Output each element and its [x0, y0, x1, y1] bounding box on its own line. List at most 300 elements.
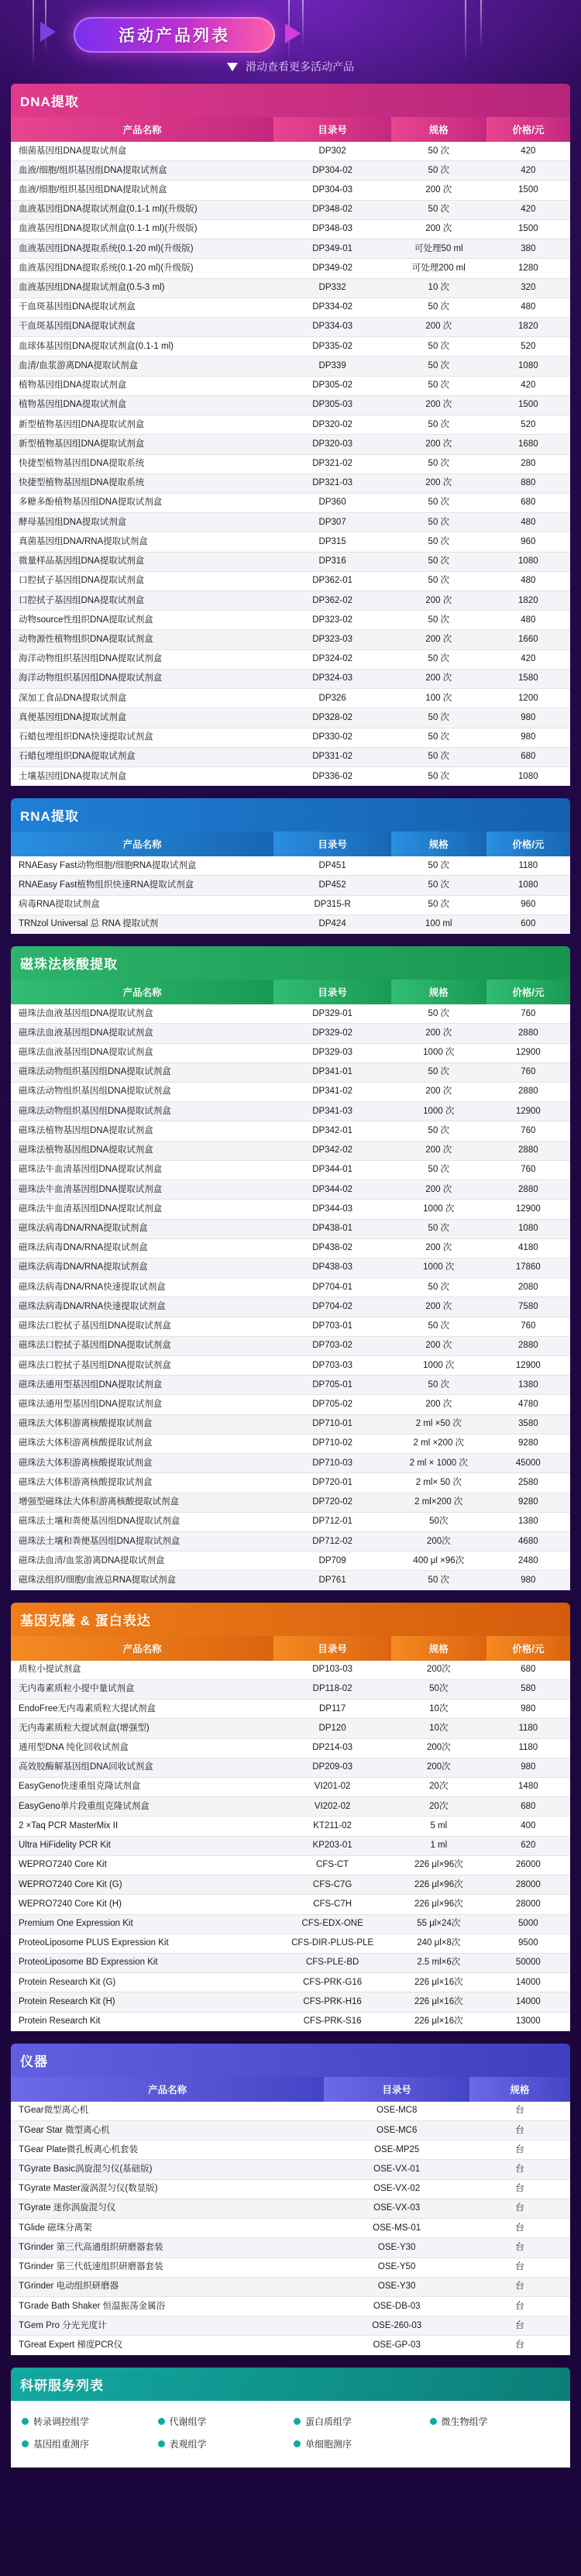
price-cell: 1200: [486, 689, 570, 708]
product-name-cell: 干血斑基因组DNA提取试剂盒: [11, 317, 273, 336]
product-name-cell: 血清/血浆游离DNA提取试剂盒: [11, 356, 273, 376]
spec-cell: 50 次: [391, 454, 486, 474]
product-name-cell: TGear微型离心机: [11, 2102, 324, 2121]
price-cell: 680: [486, 1797, 570, 1817]
table-row: [11, 142, 570, 161]
table-row: [11, 1317, 570, 1336]
spec-cell: 226 μl×96次: [391, 1895, 486, 1914]
spec-cell: 50 次: [391, 552, 486, 571]
catalog-cell: DP712-02: [273, 1532, 391, 1551]
price-cell: 9280: [486, 1434, 570, 1453]
price-cell: 1500: [486, 395, 570, 415]
spec-cell: 2 ml ×50 次: [391, 1414, 486, 1434]
price-cell: 480: [486, 298, 570, 317]
price-cell: 420: [486, 200, 570, 219]
table-row: [11, 2140, 570, 2160]
col-header-catalog: 目录号: [324, 2077, 469, 2102]
table-row: [11, 2012, 570, 2031]
product-name-cell: EasyGeno快速重组克隆试剂盒: [11, 1777, 273, 1796]
table-row: [11, 278, 570, 298]
list-item: [19, 2433, 155, 2455]
spec-cell: 10 次: [391, 278, 486, 298]
price-cell: 1180: [486, 1738, 570, 1758]
price-cell: 12900: [486, 1102, 570, 1121]
catalog-cell: DP336-02: [312, 771, 353, 781]
catalog-cell: DP710-02: [273, 1434, 391, 1453]
product-name-cell: Protein Research Kit: [19, 2016, 101, 2027]
catalog-cell: KP203-01: [273, 1836, 391, 1855]
price-cell: 12900: [486, 1200, 570, 1219]
col-header-name: 产品名称: [11, 832, 273, 856]
spec-cell: 50次: [391, 1512, 486, 1531]
catalog-cell: DP320-03: [273, 435, 391, 454]
product-name-cell: 血液/细胞/组织基因组DNA提取试剂盒: [11, 181, 273, 200]
price-cell: 13000: [515, 2016, 541, 2027]
catalog-cell: CFS-C7H: [273, 1895, 391, 1914]
price-cell: 600: [486, 914, 570, 934]
price-cell: 960: [486, 895, 570, 914]
list-item-label: 蛋白质组学: [305, 2416, 352, 2427]
price-cell: 480: [486, 513, 570, 532]
catalog-cell: DP118-02: [273, 1679, 391, 1699]
spec-cell: 台: [469, 2238, 570, 2257]
col-header-spec: 规格: [391, 832, 486, 856]
catalog-cell: DP328-02: [273, 708, 391, 728]
table-row: [11, 2316, 570, 2336]
table-row: [11, 1817, 570, 1836]
product-name-cell: 磁珠法大体积游离核酸提取试剂盒: [11, 1454, 273, 1473]
spec-cell: 50 次: [391, 1004, 486, 1024]
table-row: [11, 1914, 570, 1934]
spec-cell: 台: [469, 2199, 570, 2218]
table-row: [11, 611, 570, 630]
product-name-cell: 快捷型植物基因组DNA提取系统: [11, 454, 273, 474]
price-cell: 420: [486, 649, 570, 669]
catalog-cell: DP709: [273, 1551, 391, 1571]
table-row: [11, 259, 570, 278]
table-row: [11, 1512, 570, 1531]
price-cell: 520: [486, 337, 570, 356]
product-name-cell: TGrinder 第三代高通组织研磨器套装: [11, 2238, 324, 2257]
product-name-cell: 血球体基因组DNA提取试剂盒(0.1-1 ml): [11, 337, 273, 356]
table-row: [11, 1082, 570, 1101]
spec-cell: 200 次: [391, 1024, 486, 1043]
product-name-cell: Protein Research Kit (H): [11, 1992, 273, 2012]
spec-cell: 240 μl×8次: [391, 1934, 486, 1953]
spec-cell: 台: [515, 2340, 524, 2350]
product-name-cell: 磁珠法植物基因组DNA提取试剂盒: [11, 1121, 273, 1141]
table-row: [11, 1258, 570, 1277]
catalog-cell: DP307: [273, 513, 391, 532]
table-row: [11, 1719, 570, 1738]
catalog-cell: DP341-01: [273, 1062, 391, 1082]
product-name-cell: 磁珠法组织/细胞/血液总RNA提取试剂盒: [11, 1571, 273, 1590]
table-row: [11, 1679, 570, 1699]
price-cell: 1660: [486, 630, 570, 649]
price-cell: 760: [486, 1160, 570, 1180]
list-item: [155, 2410, 291, 2433]
product-name-cell: 磁珠法牛血清基因组DNA提取试剂盒: [11, 1200, 273, 1219]
catalog-cell: DP342-02: [273, 1141, 391, 1160]
price-cell: 520: [486, 415, 570, 435]
product-table-body: [11, 1004, 570, 1590]
table-row: [11, 298, 570, 317]
spec-cell: 2 ml×200 次: [391, 1493, 486, 1512]
table-row: [11, 689, 570, 708]
price-cell: 1080: [486, 1219, 570, 1238]
product-name-cell: 新型植物基因组DNA提取试剂盒: [11, 435, 273, 454]
spec-cell: 台: [469, 2277, 570, 2296]
price-cell: 400: [486, 1817, 570, 1836]
price-cell: 980: [486, 1571, 570, 1590]
table-row: [11, 1376, 570, 1395]
table-row: [11, 1934, 570, 1953]
catalog-cell: DP334-03: [273, 317, 391, 336]
table-row: [11, 767, 570, 787]
catalog-cell: DP720-01: [273, 1473, 391, 1493]
table-row: [11, 1973, 570, 1992]
product-name-cell: 磁珠法病毒DNA/RNA提取试剂盒: [11, 1258, 273, 1277]
table-row: [11, 1797, 570, 1817]
table-row: [11, 181, 570, 200]
product-name-cell: 土壤基因组DNA提取试剂盒: [19, 771, 127, 781]
table-row: [11, 2297, 570, 2316]
spec-cell: 台: [469, 2297, 570, 2316]
price-cell: 880: [486, 474, 570, 493]
table-row: [11, 161, 570, 181]
table-row: [11, 435, 570, 454]
spec-cell: 55 μl×24次: [391, 1914, 486, 1934]
page-title: 活动产品列表: [119, 27, 230, 45]
table-row: [11, 1875, 570, 1895]
product-name-cell: ProteoLiposome BD Expression Kit: [11, 1953, 273, 1972]
catalog-cell: CFS-C7G: [273, 1875, 391, 1895]
section-instruments: [11, 2044, 570, 2355]
product-name-cell: 海洋动物组织基因组DNA提取试剂盒: [11, 649, 273, 669]
catalog-cell: DP304-02: [273, 161, 391, 181]
catalog-cell: DP761: [273, 1571, 391, 1590]
bullet-icon: [294, 2440, 301, 2447]
product-name-cell: 磁珠法血液基因组DNA提取试剂盒: [11, 1043, 273, 1062]
catalog-cell: DP344-03: [273, 1200, 391, 1219]
table-row: [11, 747, 570, 766]
list-item-label: 微生物组学: [441, 2416, 488, 2427]
catalog-cell: DP341-03: [273, 1102, 391, 1121]
product-name-cell: 植物基因组DNA提取试剂盒: [11, 376, 273, 395]
spec-cell: 200 次: [391, 1180, 486, 1200]
spec-cell: 200 次: [391, 669, 486, 688]
price-cell: 1180: [486, 1719, 570, 1738]
table-row: [11, 1992, 570, 2012]
product-name-cell: 磁珠法病毒DNA/RNA提取试剂盒: [11, 1219, 273, 1238]
table-row: [11, 1532, 570, 1551]
spec-cell: 台: [469, 2160, 570, 2179]
price-cell: 28000: [486, 1875, 570, 1895]
catalog-cell: OSE-VX-02: [324, 2179, 469, 2199]
table-row: [11, 415, 570, 435]
spec-cell: 50 次: [428, 771, 450, 781]
price-cell: 580: [486, 1679, 570, 1699]
spec-cell: 50 次: [391, 708, 486, 728]
price-cell: 3580: [486, 1414, 570, 1434]
col-header-spec: 规格: [391, 980, 486, 1004]
list-item: [155, 2433, 291, 2455]
price-cell: 2480: [486, 1551, 570, 1571]
price-cell: 980: [486, 1758, 570, 1777]
catalog-cell: DP329-03: [273, 1043, 391, 1062]
col-header-price: 价格/元: [486, 832, 570, 856]
price-cell: 1080: [518, 771, 538, 781]
catalog-cell: DP323-02: [273, 611, 391, 630]
catalog-cell: DP362-02: [273, 591, 391, 611]
price-cell: 760: [486, 1004, 570, 1024]
bullet-icon: [294, 2418, 301, 2425]
spec-cell: 50 次: [391, 493, 486, 512]
price-cell: 320: [486, 278, 570, 298]
price-cell: 26000: [486, 1855, 570, 1875]
table-row: [11, 669, 570, 688]
product-name-cell: TGyrate Master漩涡混匀仪(数显版): [11, 2179, 324, 2199]
col-header-price: 价格/元: [486, 117, 570, 142]
price-cell: 1680: [486, 435, 570, 454]
product-name-cell: RNAEasy Fast动物细胞/细胞RNA提取试剂盒: [11, 856, 273, 876]
price-cell: 980: [486, 728, 570, 747]
catalog-cell: DP330-02: [273, 728, 391, 747]
catalog-cell: DP321-03: [273, 474, 391, 493]
table-row: [11, 1278, 570, 1297]
spec-cell: 50 次: [391, 649, 486, 669]
spec-cell: 226 μl×16次: [391, 1973, 486, 1992]
table-row: [11, 200, 570, 219]
spec-cell: 台: [469, 2257, 570, 2277]
price-cell: 1080: [486, 552, 570, 571]
catalog-cell: OSE-260-03: [324, 2316, 469, 2336]
list-item-label: 基因组重测序: [33, 2438, 90, 2450]
table-row: [11, 2199, 570, 2218]
product-name-cell: 新型植物基因组DNA提取试剂盒: [11, 415, 273, 435]
catalog-cell: DP117: [273, 1700, 391, 1719]
section-title: DNA提取: [11, 84, 570, 117]
catalog-cell: OSE-Y30: [324, 2238, 469, 2257]
section-title: RNA提取: [11, 798, 570, 832]
section-title: 科研服务列表: [11, 2368, 570, 2401]
product-table-body: [11, 1661, 570, 2031]
price-cell: 14000: [486, 1973, 570, 1992]
price-cell: 12900: [486, 1356, 570, 1376]
decorative-header: [0, 0, 581, 84]
catalog-cell: CFS-DIR-PLUS-PLE: [273, 1934, 391, 1953]
price-cell: 17860: [486, 1258, 570, 1277]
product-name-cell: 快捷型植物基因组DNA提取系统: [11, 474, 273, 493]
price-cell: 280: [486, 454, 570, 474]
table-row: [11, 219, 570, 239]
product-name-cell: 磁珠法土壤和粪便基因组DNA提取试剂盒: [11, 1532, 273, 1551]
spec-cell: 50 次: [391, 747, 486, 766]
table-row: [11, 876, 570, 895]
price-cell: 50000: [486, 1953, 570, 1972]
price-cell: 2080: [486, 1278, 570, 1297]
price-cell: 1580: [486, 669, 570, 688]
table-row: [11, 1895, 570, 1914]
catalog-cell: DP703-02: [273, 1336, 391, 1355]
spec-cell: 200 次: [391, 317, 486, 336]
product-name-cell: WEPRO7240 Core Kit (G): [11, 1875, 273, 1895]
catalog-cell: OSE-MP25: [324, 2140, 469, 2160]
col-header-catalog: 目录号: [273, 980, 391, 1004]
product-name-cell: TRNzol Universal 总 RNA 提取试剂: [11, 914, 273, 934]
price-cell: 12900: [486, 1043, 570, 1062]
product-name-cell: 磁珠法通用型基因组DNA提取试剂盒: [11, 1395, 273, 1414]
catalog-cell: CFS-EDX-ONE: [273, 1914, 391, 1934]
table-row: [11, 1738, 570, 1758]
bullet-icon: [158, 2440, 165, 2447]
col-header-name: 产品名称: [11, 980, 273, 1004]
col-header-name: 产品名称: [11, 2077, 324, 2102]
table-row: [11, 2219, 570, 2238]
price-cell: 1480: [486, 1777, 570, 1796]
service-list: [11, 2401, 570, 2468]
spec-cell: 200 次: [391, 591, 486, 611]
price-cell: 7580: [486, 1297, 570, 1317]
table-row: [11, 1758, 570, 1777]
product-name-cell: 磁珠法口腔拭子基因组DNA提取试剂盒: [11, 1317, 273, 1336]
table-row: [11, 1493, 570, 1512]
catalog-cell: DP332: [273, 278, 391, 298]
spec-cell: 50 次: [391, 1121, 486, 1141]
catalog-cell: DP339: [273, 356, 391, 376]
catalog-cell: CFS-PRK-H16: [273, 1992, 391, 2012]
spec-cell: 台: [469, 2140, 570, 2160]
price-cell: 480: [486, 571, 570, 591]
table-row: [11, 1395, 570, 1414]
catalog-cell: DP360: [273, 493, 391, 512]
catalog-cell: DP712-01: [273, 1512, 391, 1531]
spec-cell: 200 次: [391, 435, 486, 454]
catalog-cell: DP704-02: [273, 1297, 391, 1317]
scroll-hint-label: 滑动查看更多活动产品: [246, 60, 354, 73]
spec-cell: 50 次: [391, 142, 486, 161]
price-cell: 9280: [486, 1493, 570, 1512]
catalog-cell: DP438-03: [273, 1258, 391, 1277]
table-row: [11, 591, 570, 611]
catalog-cell: DP304-03: [273, 181, 391, 200]
list-item-label: 单细胞测序: [305, 2438, 352, 2450]
price-cell: 420: [486, 142, 570, 161]
spec-cell: 1000 次: [391, 1043, 486, 1062]
price-cell: 2880: [486, 1180, 570, 1200]
price-cell: 1380: [486, 1512, 570, 1531]
catalog-cell: OSE-MC6: [324, 2121, 469, 2140]
spec-cell: 50 次: [391, 1376, 486, 1395]
product-name-cell: ProteoLiposome PLUS Expression Kit: [11, 1934, 273, 1953]
spec-cell: 台: [469, 2316, 570, 2336]
price-cell: 1080: [486, 876, 570, 895]
price-cell: 980: [486, 708, 570, 728]
spec-cell: 50 次: [391, 1160, 486, 1180]
price-cell: 1820: [486, 591, 570, 611]
spec-cell: 50 次: [391, 1219, 486, 1238]
list-item: [19, 2410, 155, 2433]
bullet-icon: [22, 2418, 29, 2425]
price-cell: 980: [486, 1700, 570, 1719]
table-row: [11, 1356, 570, 1376]
product-name-cell: TGrinder 第三代低速组织研磨器套装: [11, 2257, 324, 2277]
catalog-cell: VI201-02: [273, 1777, 391, 1796]
spec-cell: 226 μl×96次: [391, 1855, 486, 1875]
catalog-cell: DP705-02: [273, 1395, 391, 1414]
table-row: [11, 1043, 570, 1062]
table-row: [11, 552, 570, 571]
table-row: [11, 1661, 570, 1680]
spec-cell: 200 次: [391, 1395, 486, 1414]
catalog-cell: DP703-03: [273, 1356, 391, 1376]
product-name-cell: 磁珠法牛血清基因组DNA提取试剂盒: [11, 1160, 273, 1180]
spec-cell: 1000 次: [391, 1258, 486, 1277]
product-name-cell: 口腔拭子基因组DNA提取试剂盒: [11, 571, 273, 591]
table-row: [11, 1336, 570, 1355]
product-name-cell: 磁珠法动物组织基因组DNA提取试剂盒: [11, 1062, 273, 1082]
section-title: 磁珠法核酸提取: [11, 946, 570, 980]
price-cell: 4180: [486, 1238, 570, 1258]
price-cell: 2580: [486, 1473, 570, 1493]
product-name-cell: TGyrate 迷你涡旋混匀仪: [11, 2199, 324, 2218]
price-cell: 420: [486, 376, 570, 395]
table-row: [11, 395, 570, 415]
catalog-cell: DP710-03: [273, 1454, 391, 1473]
product-name-cell: 磁珠法大体积游离核酸提取试剂盒: [11, 1473, 273, 1493]
product-name-cell: Premium One Expression Kit: [11, 1914, 273, 1934]
spec-cell: 100 次: [391, 689, 486, 708]
product-name-cell: WEPRO7240 Core Kit: [11, 1855, 273, 1875]
spec-cell: 2 ml × 1000 次: [391, 1454, 486, 1473]
price-cell: 5000: [486, 1914, 570, 1934]
table-row: [11, 571, 570, 591]
product-name-cell: Protein Research Kit (G): [11, 1973, 273, 1992]
catalog-cell: DP344-02: [273, 1180, 391, 1200]
table-row: [11, 1004, 570, 1024]
table-row: [11, 337, 570, 356]
product-name-cell: 2 ×Taq PCR MasterMix II: [11, 1817, 273, 1836]
spec-cell: 200次: [391, 1661, 486, 1680]
table-row: [11, 1102, 570, 1121]
product-name-cell: 磁珠法通用型基因组DNA提取试剂盒: [11, 1376, 273, 1395]
table-row: [11, 1297, 570, 1317]
spec-cell: 200 次: [391, 630, 486, 649]
spec-cell: 50 次: [391, 856, 486, 876]
table-row: [11, 2179, 570, 2199]
product-name-cell: 酵母基因组DNA提取试剂盒: [11, 513, 273, 532]
table-row: [11, 1414, 570, 1434]
catalog-cell: DP331-02: [273, 747, 391, 766]
product-name-cell: 动物源性植物组织DNA提取试剂盒: [11, 630, 273, 649]
table-row: [11, 474, 570, 493]
spec-cell: 可处理50 ml: [391, 239, 486, 259]
table-row: [11, 1571, 570, 1590]
triangle-icon: [40, 22, 56, 42]
list-item: [427, 2410, 563, 2433]
spec-cell: 台: [469, 2121, 570, 2140]
catalog-cell: DP704-01: [273, 1278, 391, 1297]
price-cell: 960: [486, 532, 570, 552]
product-name-cell: 磁珠法牛血清基因组DNA提取试剂盒: [11, 1180, 273, 1200]
price-cell: 680: [486, 1661, 570, 1680]
spec-cell: 100 ml: [391, 914, 486, 934]
price-cell: 1080: [486, 356, 570, 376]
catalog-cell: OSE-MC8: [324, 2102, 469, 2121]
catalog-cell: CFS-PRK-G16: [273, 1973, 391, 1992]
spec-cell: 200 次: [391, 219, 486, 239]
catalog-cell: DP305-03: [273, 395, 391, 415]
